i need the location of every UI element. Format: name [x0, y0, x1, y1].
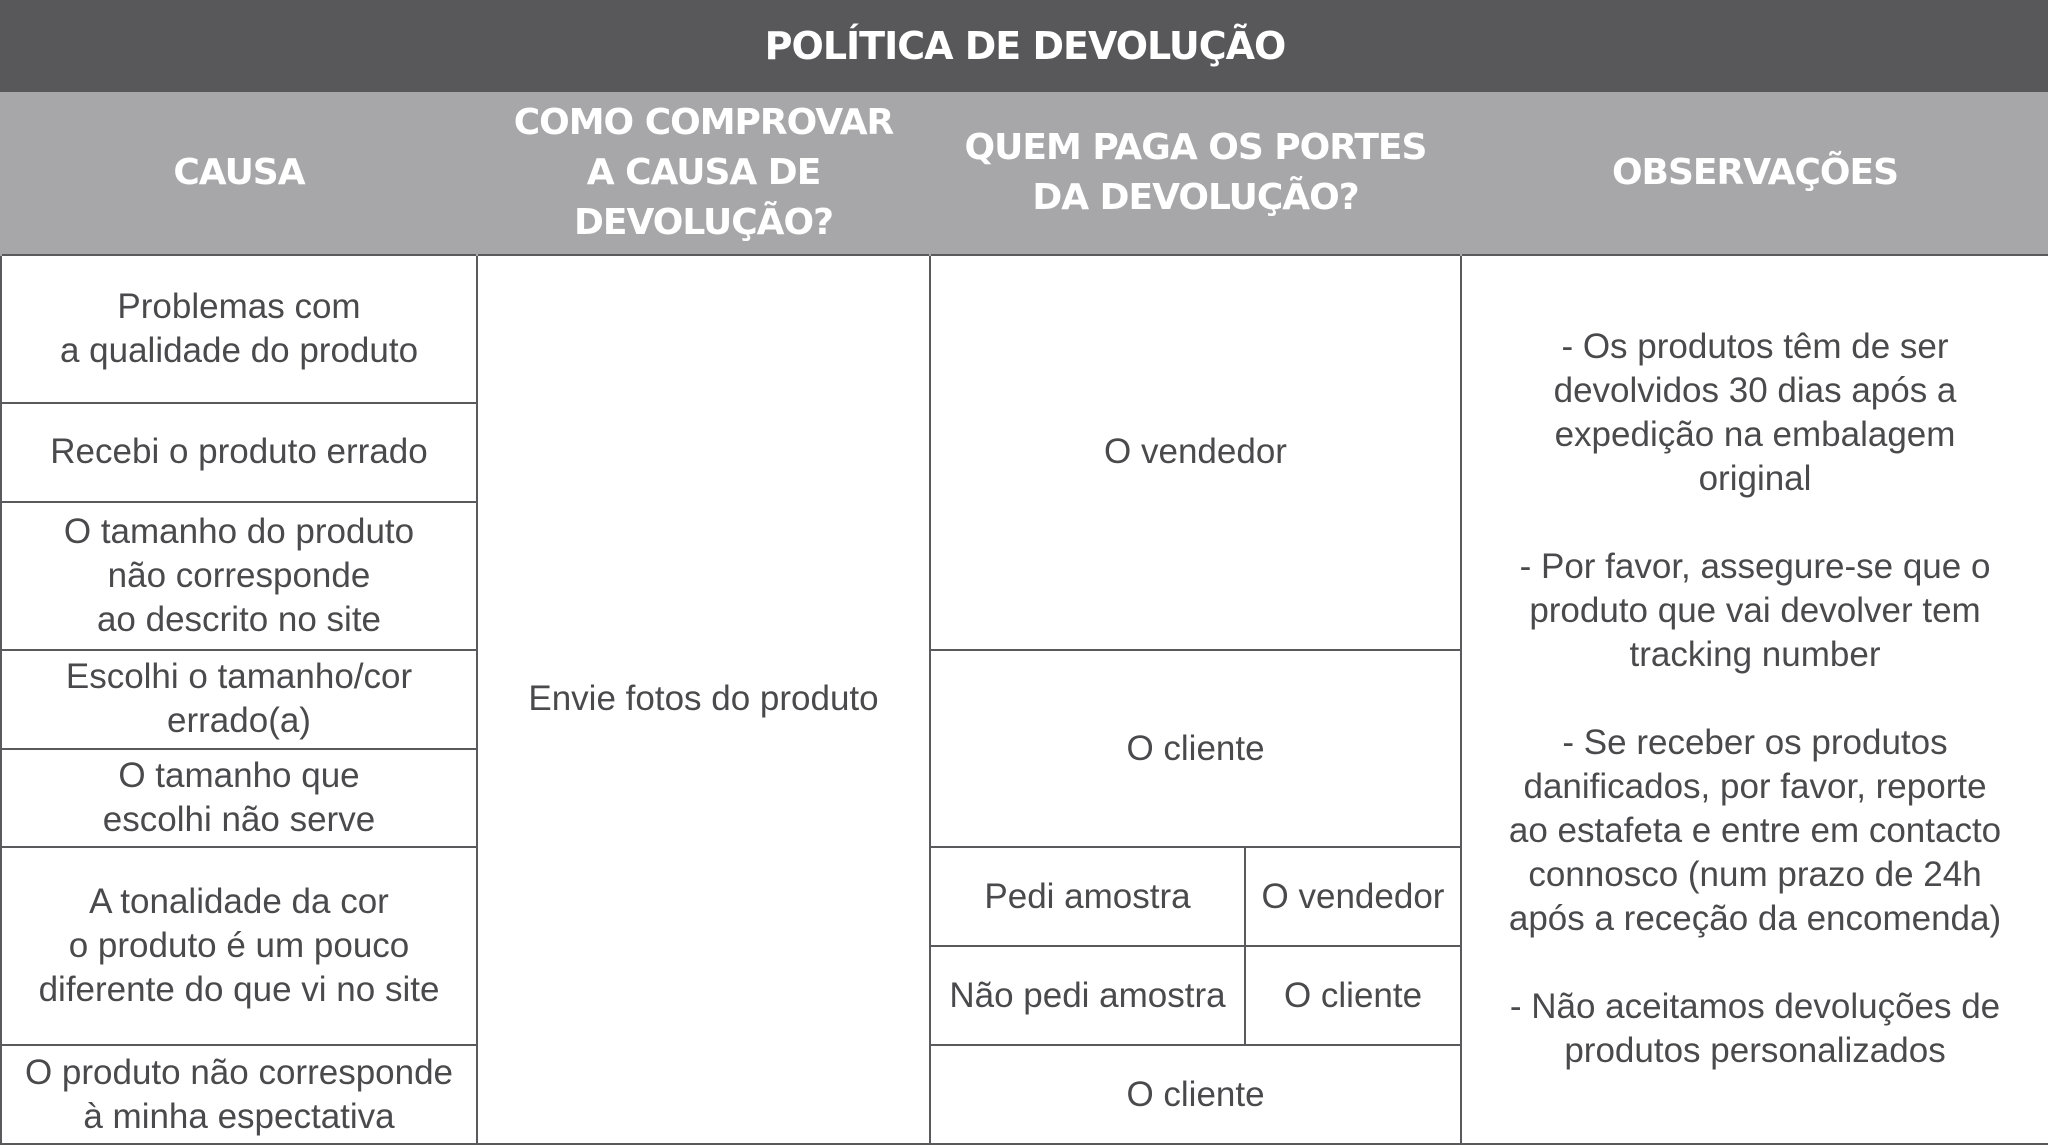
cause-line: Escolhi o tamanho/cor	[65, 657, 413, 697]
header-cause: CAUSA	[1, 91, 477, 254]
notes-paragraph	[1462, 721, 2048, 941]
payer-cell-client: O cliente	[930, 650, 1461, 848]
notes-line: produtos personalizados	[1564, 1031, 1946, 1071]
cause-line: não corresponde	[107, 555, 371, 595]
cause-line: errado(a)	[167, 701, 311, 741]
notes-line: original	[1698, 459, 1812, 499]
notes-line: - Os produtos têm de ser	[1561, 327, 1949, 367]
notes-line: produto que vai devolver tem	[1529, 591, 1981, 631]
notes-paragraph	[1462, 545, 2048, 677]
header-row	[1, 91, 2048, 254]
header-proof-line: COMO COMPROVAR	[513, 101, 894, 143]
cause-cell	[1, 502, 477, 650]
payer-cell-client-final: O cliente	[930, 1045, 1461, 1144]
cause-line: O tamanho do produto	[63, 511, 415, 551]
notes-line: expedição na embalagem	[1554, 415, 1956, 455]
payer-cell-vendor: O vendedor	[930, 255, 1461, 650]
notes-line: connosco (num prazo de 24h	[1528, 855, 1982, 895]
header-proof-line: A CAUSA DE DEVOLUÇÃO?	[574, 151, 833, 243]
page-title: POLÍTICA DE DEVOLUÇÃO	[1, 1, 2048, 91]
cause-line: Problemas com	[117, 286, 361, 326]
notes-paragraph	[1462, 325, 2048, 501]
cause-line: A tonalidade da cor	[89, 882, 389, 922]
notes-line: - Por favor, assegure-se que o	[1519, 547, 1991, 587]
notes-line: - Se receber os produtos	[1562, 723, 1948, 763]
notes-line: após a receção da encomenda)	[1508, 899, 2002, 939]
cause-cell	[1, 1045, 477, 1144]
header-proof	[477, 91, 930, 254]
sample-condition-cell: Não pedi amostra	[930, 946, 1245, 1045]
cause-cell	[1, 847, 477, 1045]
cause-line: o produto é um pouco	[68, 926, 410, 966]
sample-payer-cell: O vendedor	[1245, 847, 1461, 946]
notes-cell	[1461, 255, 2048, 1144]
cause-cell	[1, 749, 477, 848]
notes-paragraph	[1462, 985, 2048, 1073]
notes-line: devolvidos 30 dias após a	[1553, 371, 1957, 411]
title-row	[1, 1, 2048, 91]
proof-cell: Envie fotos do produto	[477, 255, 930, 1144]
cause-cell	[1, 255, 477, 403]
notes-line: - Não aceitamos devoluções de	[1509, 987, 2001, 1027]
header-shipping-line: DA DEVOLUÇÃO?	[1032, 176, 1359, 218]
header-notes: OBSERVAÇÕES	[1461, 91, 2048, 254]
header-shipping-line: QUEM PAGA OS PORTES	[964, 126, 1427, 168]
cause-line: O produto não corresponde	[24, 1052, 454, 1092]
cause-line: a qualidade do produto	[59, 330, 419, 370]
cause-line: à minha espectativa	[83, 1096, 395, 1136]
cause-line: escolhi não serve	[102, 799, 376, 839]
sample-condition-cell: Pedi amostra	[930, 847, 1245, 946]
notes-line: danificados, por favor, reporte	[1523, 767, 1987, 807]
table-row	[1, 255, 2048, 304]
notes-line: ao estafeta e entre em contacto	[1508, 811, 2002, 851]
cause-cell	[1, 650, 477, 749]
cause-line: O tamanho que	[118, 755, 360, 795]
cause-cell: Recebi o produto errado	[1, 403, 477, 502]
notes-line: tracking number	[1629, 635, 1881, 675]
header-shipping	[930, 91, 1461, 254]
cause-line: ao descrito no site	[96, 599, 382, 639]
cause-line: diferente do que vi no site	[38, 970, 440, 1010]
sample-payer-cell: O cliente	[1245, 946, 1461, 1045]
